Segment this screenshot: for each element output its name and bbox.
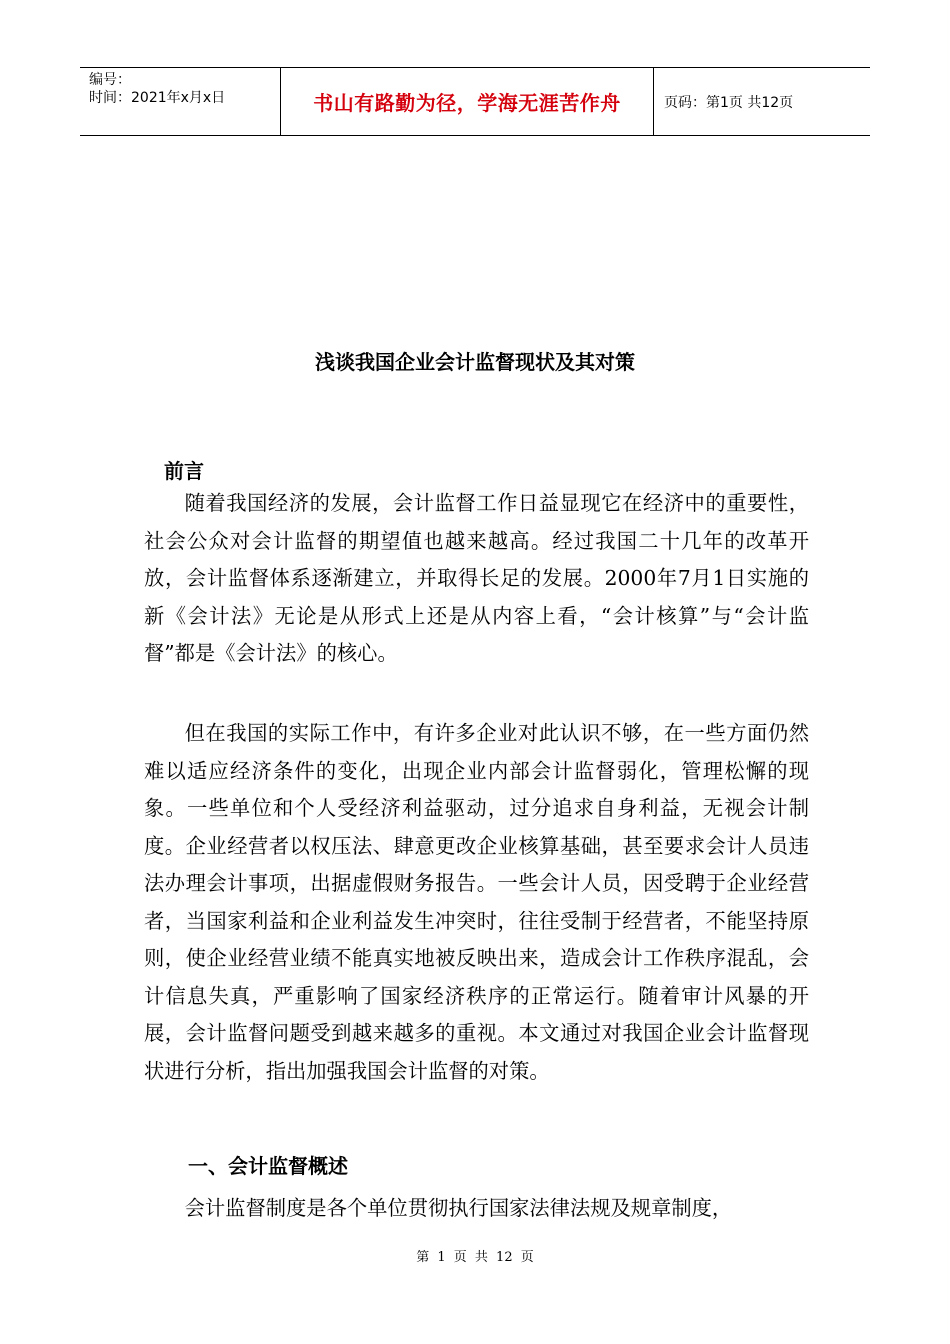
preface-paragraph-2: 但在我国的实际工作中，有许多企业对此认识不够，在一些方面仍然难以适应经济条件的变化，出现企业内部会计监督弱化，管理松懈的现象。一些单位和个人受经济利益驱动，过分追求自身利益，无视会计制度。企业经营者以权压法、肆意更改企业核算基础，甚至要求会计人员违法办理会计事项，出据虚假财务报告。一些会计人员，因受聘于企业经营者，当国家利益和企业利益发生冲突时，往往受制于经营者，不能坚持原则，使企业经营业绩不能真实地被反映出来，造成会计工作秩序混乱，会计信息失真，严重影响了国家经济秩序的正常运行。随着审计风暴的开展，会计监督问题受到越来越多的重视。本文通过对我国企业会计监督现状进行分析，指出加强我国会计监督的对策。 (144, 721, 809, 1083)
section-1-paragraph: 会计监督制度是各个单位贯彻执行国家法律法规及规章制度， (184, 1196, 733, 1220)
document-number-label: 编号： (89, 72, 131, 88)
section-1-heading: 一、会计监督概述 (188, 1154, 348, 1178)
preface-heading: 前言 (164, 459, 204, 483)
preface-paragraph-1: 随着我国经济的发展，会计监督工作日益显现它在经济中的重要性，社会公众对会计监督的期望值也越来越高。经过我国二十几年的改革开放，会计监督体系逐渐建立，并取得长足的发展。2000年7月1日实施的新《会计法》无论是从形式上还是从内容上看，“会计核算”与“会计监督”都是《会计法》的核心。 (144, 491, 809, 665)
document-title: 浅谈我国企业会计监督现状及其对策 (315, 350, 635, 374)
header-motto-cell (281, 68, 654, 135)
header-table (80, 67, 870, 136)
document-date-label: 时间：2021年x月x日 (89, 90, 226, 106)
header-meta-cell (80, 68, 281, 135)
page-footer: 第 1 页 共 12 页 (416, 1250, 534, 1265)
header-page-info: 页码：第1页 共12页 (664, 94, 794, 111)
header-page-cell (654, 68, 870, 135)
header-motto: 书山有路勤为径，学海无涯苦作舟 (313, 91, 621, 115)
